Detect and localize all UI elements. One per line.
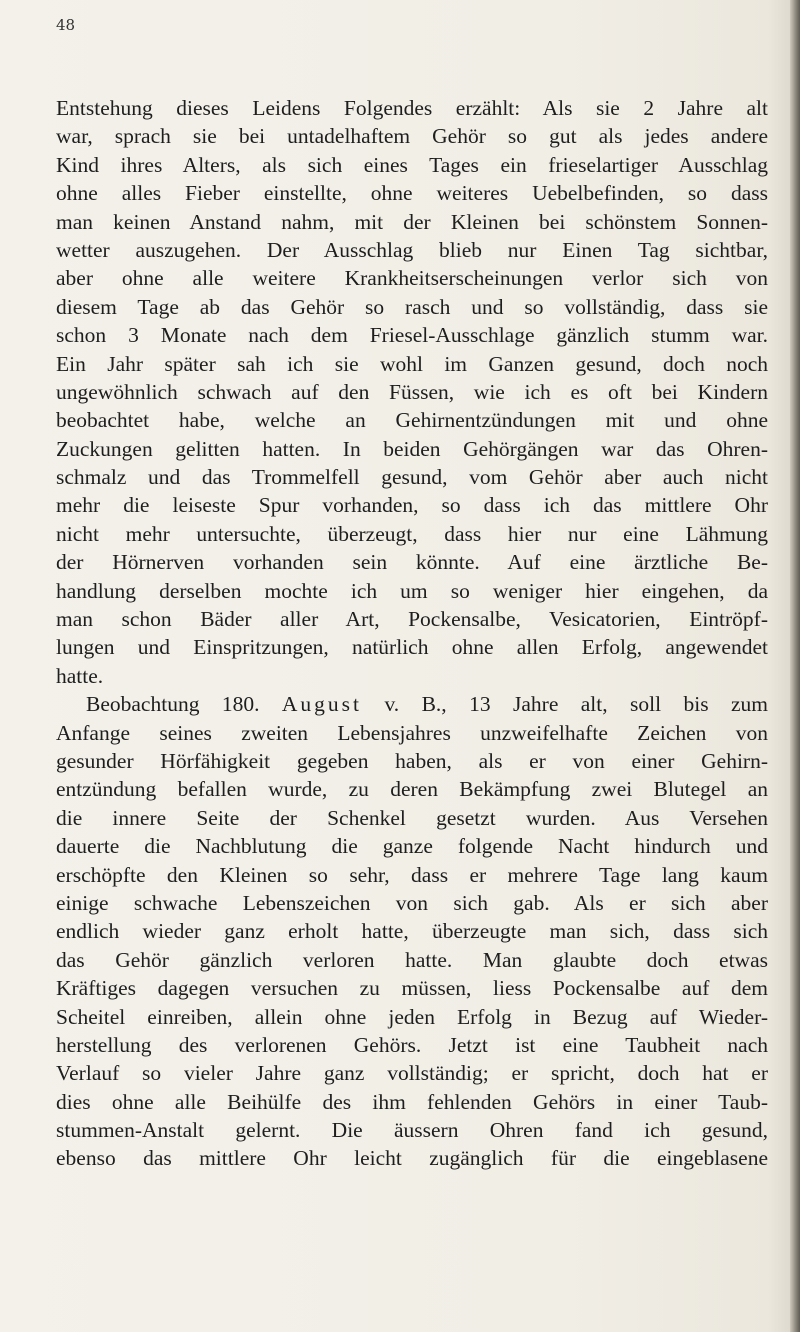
text-line: Kräftiges dagegen versuchen zu müssen, liess Pockensalbe auf dem — [56, 976, 768, 1001]
body-text — [56, 94, 768, 1173]
text-line: entzündung befallen wurde, zu deren Bekämpfung zwei Blutegel an — [56, 777, 768, 802]
text-line: das Gehör gänzlich verloren hatte. Man glaubte doch etwas — [56, 947, 768, 972]
text-line: einige schwache Lebenszeichen von sich gab. Als er sich aber — [56, 890, 768, 915]
text-line: wetter auszugehen. Der Ausschlag blieb nur Einen Tag sichtbar, — [56, 237, 768, 262]
text-line: gesunder Hörfähigkeit gegeben haben, als er von einer Gehirn- — [56, 748, 768, 773]
text-line: dauerte die Nachblutung die ganze folgende Nacht hindurch und — [56, 834, 768, 859]
text-line: ohne alles Fieber einstellte, ohne weiteres Uebelbefinden, so dass — [56, 181, 768, 206]
text-line: aber ohne alle weitere Krankheitserscheinungen verlor sich von — [56, 266, 768, 291]
text-line: der Hörnerven vorhanden sein könnte. Auf eine ärztliche Be- — [56, 550, 768, 575]
text-line: war, sprach sie bei untadelhaftem Gehör so gut als jedes andere — [56, 124, 768, 149]
text-line: stummen-Anstalt gelernt. Die äussern Ohren fand ich gesund, — [56, 1118, 768, 1143]
page-number: 48 — [56, 16, 76, 34]
observation-details: v. B., 13 Jahre alt, soll bis zum — [384, 692, 769, 717]
text-line: beobachtet habe, welche an Gehirnentzündungen mit und ohne — [56, 408, 768, 433]
text-line: hatte. — [56, 663, 104, 688]
text-line: erschöpfte den Kleinen so sehr, dass er mehrere Tage lang kaum — [56, 862, 768, 887]
text-line: Anfange seines zweiten Lebensjahres unzweifelhafte Zeichen von — [56, 720, 768, 745]
text-line: nicht mehr untersuchte, überzeugt, dass hier nur eine Lähmung — [56, 521, 768, 546]
page-edge — [790, 0, 800, 1332]
text-line: man keinen Anstand nahm, mit der Kleinen bei schönstem Sonnen- — [56, 209, 768, 234]
text-line: dies ohne alle Beihülfe des ihm fehlenden Gehörs in einer Taub- — [56, 1089, 768, 1114]
text-line: Ein Jahr später sah ich sie wohl im Ganzen gesund, doch noch — [56, 351, 768, 376]
text-line: lungen und Einspritzungen, natürlich ohne allen Erfolg, angewendet — [56, 635, 768, 660]
text-line: ungewöhnlich schwach auf den Füssen, wie ich es oft bei Kindern — [56, 379, 768, 404]
text-line: man schon Bäder aller Art, Pockensalbe, Vesicatorien, Eintröpf- — [56, 607, 768, 632]
text-line: ebenso das mittlere Ohr leicht zugänglich für die eingeblasene — [56, 1146, 768, 1171]
text-line: schmalz und das Trommelfell gesund, vom Gehör aber auch nicht — [56, 465, 768, 490]
text-line: schon 3 Monate nach dem Friesel-Ausschlage gänzlich stumm war. — [56, 323, 768, 348]
observation-heading-line — [56, 690, 768, 718]
observation-label: Beobachtung 180. — [86, 692, 260, 717]
text-line: die innere Seite der Schenkel gesetzt wurden. Aus Versehen — [56, 805, 768, 830]
text-line: endlich wieder ganz erholt hatte, überzeugte man sich, dass sich — [56, 919, 768, 944]
text-line: diesem Tage ab das Gehör so rasch und so vollständig, dass sie — [56, 294, 768, 319]
text-line: Entstehung dieses Leidens Folgendes erzählt: Als sie 2 Jahre alt — [56, 96, 768, 120]
text-line: mehr die leiseste Spur vorhanden, so dass ich das mittlere Ohr — [56, 493, 768, 518]
text-line: Verlauf so vieler Jahre ganz vollständig; er spricht, doch hat er — [56, 1061, 768, 1086]
observation-name: August — [281, 692, 363, 717]
text-line: Zuckungen gelitten hatten. In beiden Gehörgängen war das Ohren- — [56, 436, 768, 461]
text-line: Scheitel einreiben, allein ohne jeden Erfolg in Bezug auf Wieder- — [56, 1004, 768, 1029]
text-line: Kind ihres Alters, als sich eines Tages ein frieselartiger Ausschlag — [56, 152, 768, 177]
text-line: handlung derselben mochte ich um so weniger hier eingehen, da — [56, 578, 768, 603]
text-line: herstellung des verlorenen Gehörs. Jetzt ist eine Taubheit nach — [56, 1032, 768, 1057]
